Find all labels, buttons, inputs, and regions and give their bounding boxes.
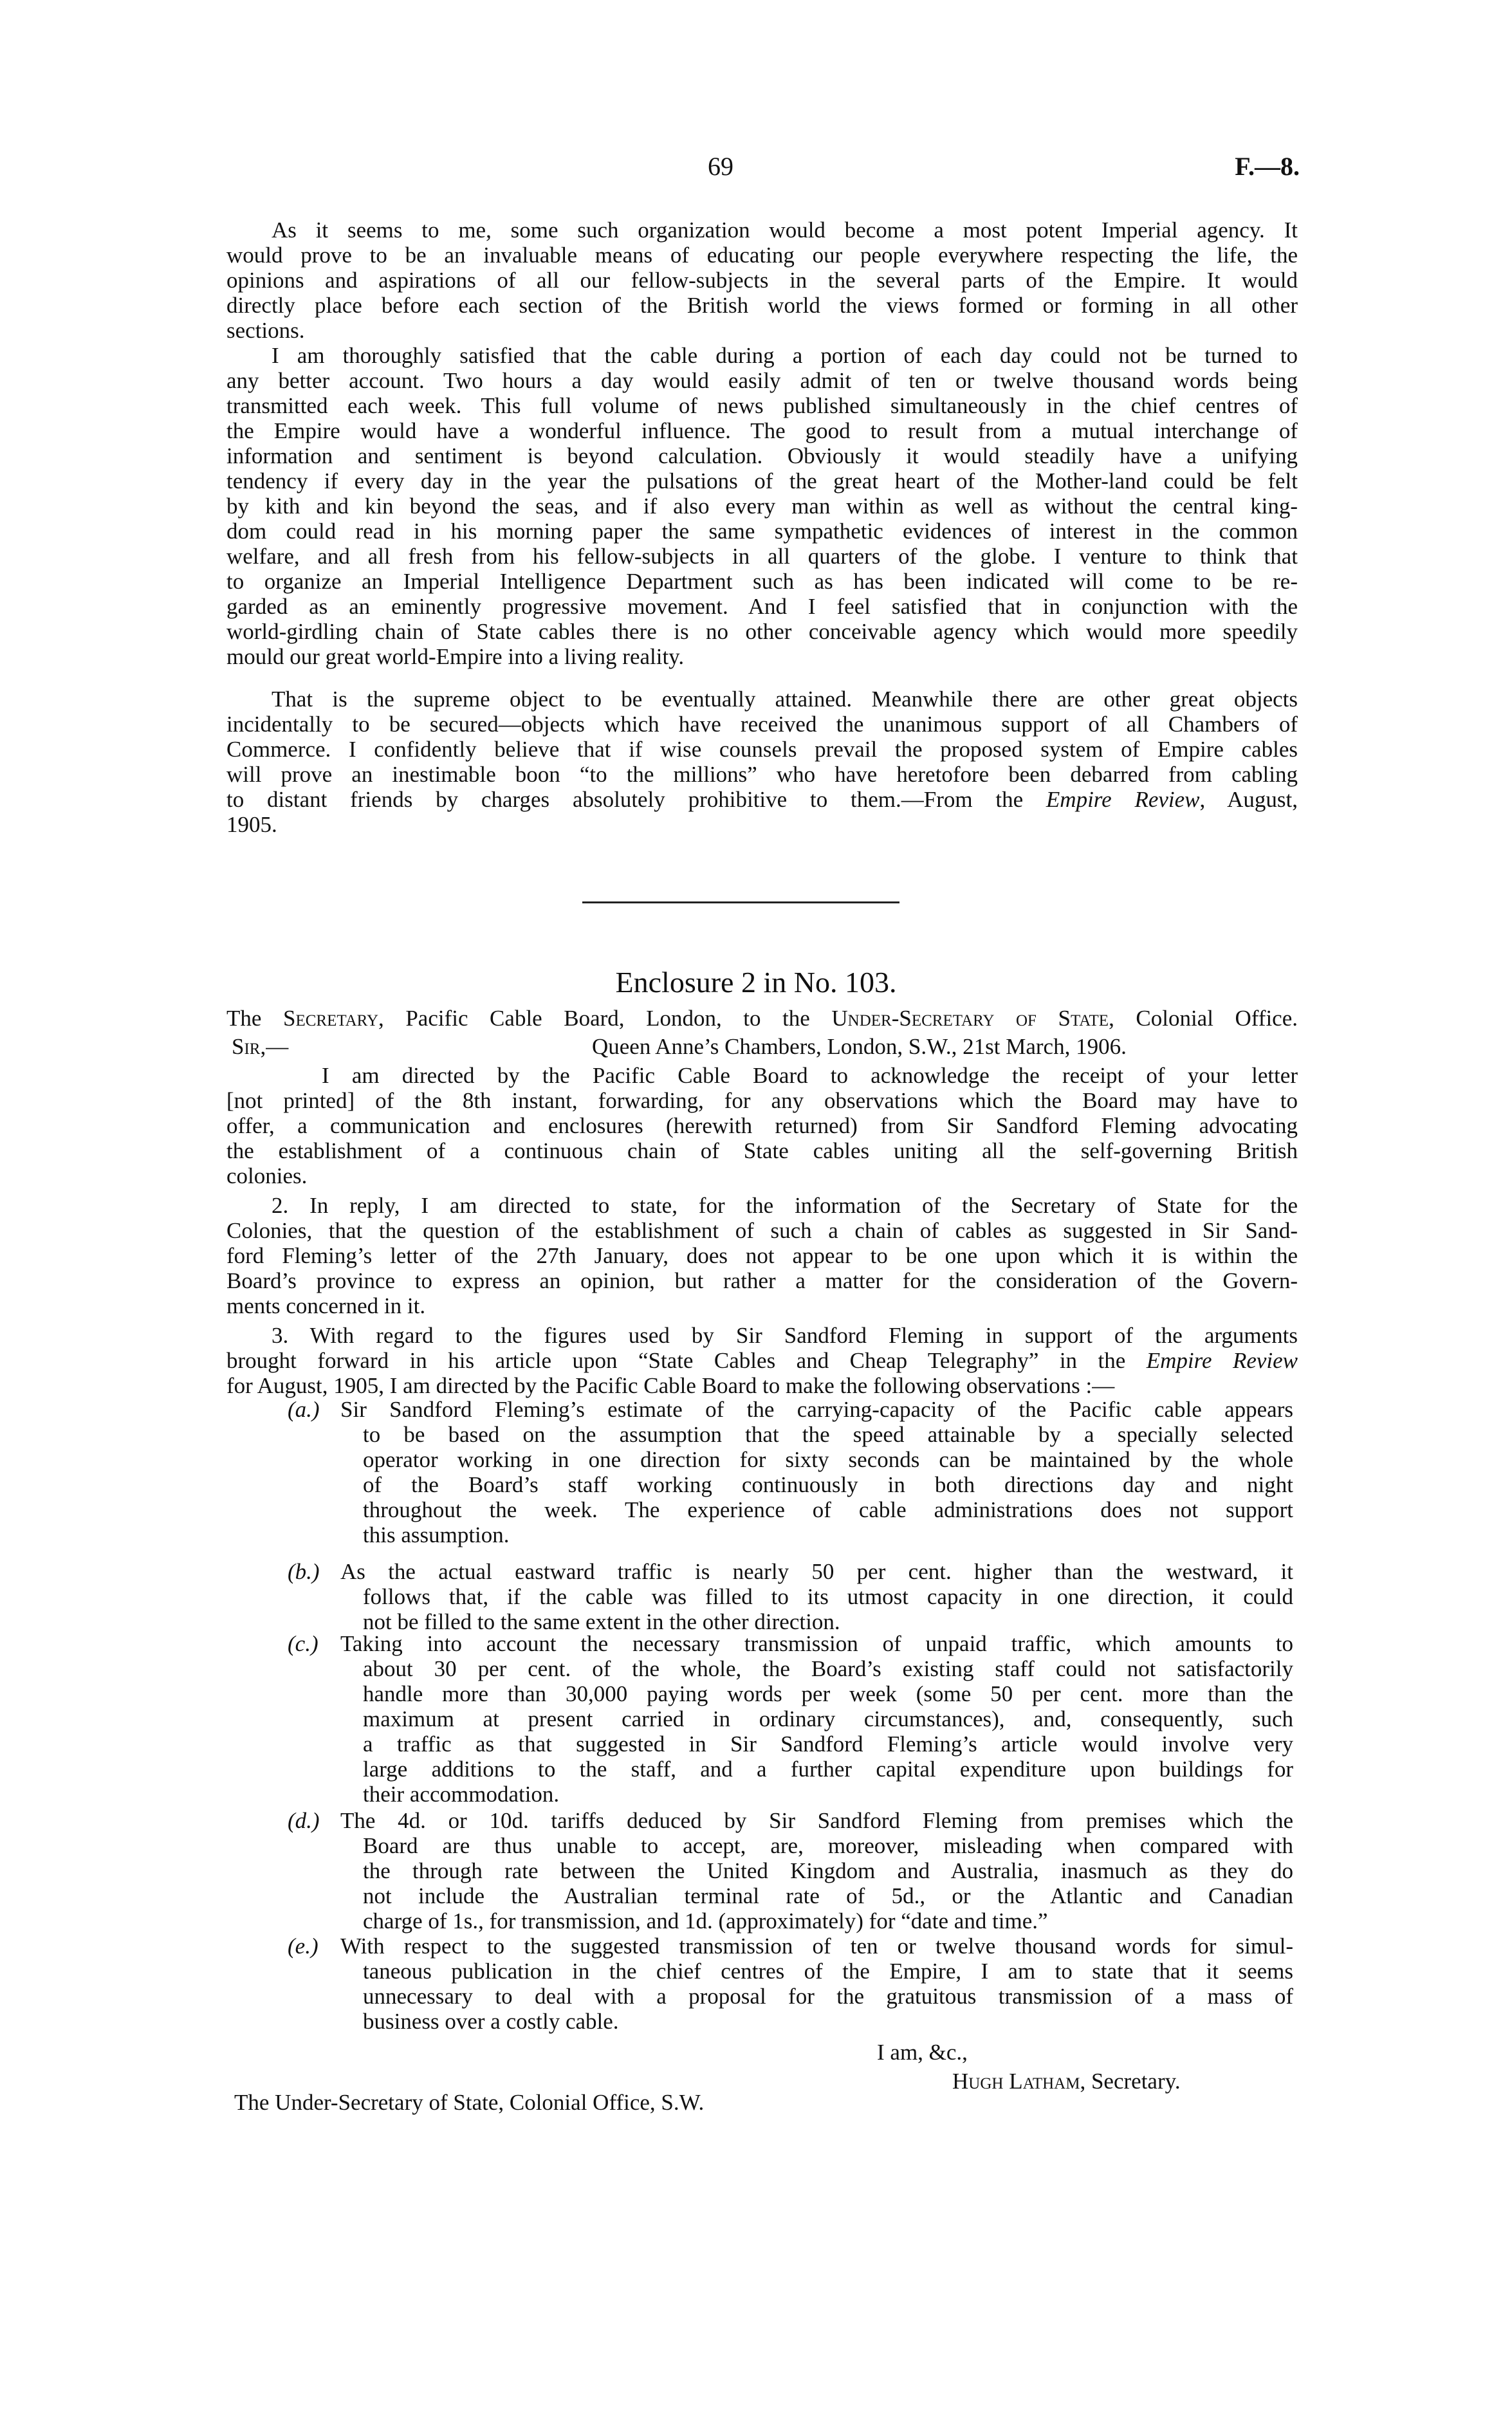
text-line: would prove to be an invaluable means of educating our people everywhere respecting the life, the <box>226 243 1298 268</box>
text-segment: brought forward in his article upon “State Cables and Cheap Telegraphy” in the <box>226 1348 1147 1373</box>
text-line: welfare, and all fresh from his fellow-subjects in all quarters of the globe. I venture to think that <box>226 544 1298 569</box>
text-line: world-girdling chain of State cables there is no other conceivable agency which would more speedily <box>226 619 1298 644</box>
text-line: offer, a communication and enclosures (herewith returned) from Sir Sandford Fleming advocating <box>226 1113 1298 1138</box>
section-divider <box>582 901 899 903</box>
signature-name: Hugh Latham <box>952 2069 1080 2094</box>
item-label: (c.) <box>288 1631 318 1656</box>
text-line: the through rate between the United Kingdom and Australia, inasmuch as they do <box>363 1858 1293 1883</box>
text-line: a traffic as that suggested in Sir Sandford Fleming’s article would involve very <box>363 1731 1293 1757</box>
signature <box>952 2069 1181 2094</box>
item-label: (d.) <box>288 1808 320 1833</box>
text-line: handle more than 30,000 paying words per week (some 50 per cent. more than the <box>363 1681 1293 1706</box>
page-number: 69 <box>708 152 733 181</box>
address-line <box>226 1006 1298 1031</box>
italic-title: Empire Review <box>1046 787 1200 812</box>
text-line <box>226 1348 1298 1373</box>
text-line: I am thoroughly satisfied that the cable during a portion of each day could not be turned to <box>272 343 1298 368</box>
text-line: ford Fleming’s letter of the 27th January, does not appear to be one upon which it is within the <box>226 1243 1298 1268</box>
text-line: not include the Australian terminal rate of 5d., or the Atlantic and Canadian <box>363 1883 1293 1908</box>
text-line: the establishment of a continuous chain of State cables uniting all the self-governing British <box>226 1138 1298 1163</box>
text-line: opinions and aspirations of all our fellow-subjects in the several parts of the Empire. It would <box>226 268 1298 293</box>
observation-item <box>288 1559 1293 1634</box>
text-line: Taking into account the necessary transmission of unpaid traffic, which amounts to <box>340 1631 1293 1656</box>
letter-paragraph-1 <box>226 1063 1298 1188</box>
text-line: of the Board’s staff working continuously in both directions day and night <box>363 1472 1293 1497</box>
text-line: That is the supreme object to be eventually attained. Meanwhile there are other great objects <box>272 687 1298 712</box>
text-line: charge of 1s., for transmission, and 1d. (approximately) for “date and time.” <box>363 1908 1048 1934</box>
text-line: As it seems to me, some such organization would become a most potent Imperial agency. It <box>272 217 1298 243</box>
text-line: Sir Sandford Fleming’s estimate of the carrying-capacity of the Pacific cable appears <box>340 1397 1293 1422</box>
text-segment: , Colonial Office. <box>1109 1006 1298 1031</box>
text-line: for August, 1905, I am directed by the Pacific Cable Board to make the following observations :— <box>226 1373 1115 1398</box>
text-line: Colonies, that the question of the establishment of such a chain of cables as suggested in Sir Sand- <box>226 1218 1298 1243</box>
text-line: 3. With regard to the figures used by Sir Sandford Fleming in support of the arguments <box>272 1323 1298 1348</box>
text-line: transmitted each week. This full volume of news published simultaneously in the chief centres of <box>226 393 1298 418</box>
text-line: any better account. Two hours a day would easily admit of ten or twelve thousand words being <box>226 368 1298 393</box>
observation-item <box>288 1397 1293 1547</box>
signature-title: , Secretary. <box>1080 2069 1181 2094</box>
text-line: With respect to the suggested transmission of ten or twelve thousand words for simul- <box>340 1934 1293 1959</box>
text-line: mould our great world-Empire into a living reality. <box>226 644 685 669</box>
addressee: The Under-Secretary of State, Colonial Office, S.W. <box>234 2090 705 2115</box>
text-line <box>226 1006 1298 1031</box>
text-line: follows that, if the cable was filled to its utmost capacity in one direction, it could <box>363 1584 1293 1609</box>
text-line: 2. In reply, I am directed to state, for the information of the Secretary of State for the <box>272 1193 1298 1218</box>
text-line: business over a costly cable. <box>363 2009 619 2034</box>
text-line: incidentally to be secured—objects which have received the unanimous support of all Chambers of <box>226 712 1298 737</box>
text-line <box>226 787 1298 812</box>
text-line: unnecessary to deal with a proposal for the gratuitous transmission of a mass of <box>363 1984 1293 2009</box>
text-line: garded as an eminently progressive movement. And I feel satisfied that in conjunction with the <box>226 594 1298 619</box>
letter-paragraph-2 <box>226 1193 1298 1318</box>
text-line: the Empire would have a wonderful influence. The good to result from a mutual interchange of <box>226 418 1298 443</box>
text-segment: to distant friends by charges absolutely prohibitive to them.—From the <box>226 787 1046 812</box>
text-line: maximum at present carried in ordinary circumstances), and, consequently, such <box>363 1706 1293 1731</box>
text-line: their accommodation. <box>363 1782 560 1807</box>
document-reference: F.—8. <box>1235 152 1300 181</box>
text-line: I am directed by the Pacific Cable Board to acknowledge the receipt of your letter <box>322 1063 1298 1088</box>
text-line: 1905. <box>226 812 277 837</box>
item-label: (b.) <box>288 1559 320 1584</box>
text-line: this assumption. <box>363 1522 510 1547</box>
text-segment: Secretary <box>282 1006 379 1031</box>
text-line: taneous publication in the chief centres of the Empire, I am to state that it seems <box>363 1959 1293 1984</box>
text-line: tendency if every day in the year the pulsations of the great heart of the Mother-land could be felt <box>226 468 1298 494</box>
text-line: information and sentiment is beyond calculation. Obviously it would steadily have a unifying <box>226 443 1298 468</box>
text-line: operator working in one direction for sixty seconds can be maintained by the whole <box>363 1447 1293 1472</box>
text-line: to be based on the assumption that the speed attainable by a specially selected <box>363 1422 1293 1447</box>
text-line: [not printed] of the 8th instant, forwarding, for any observations which the Board may have to <box>226 1088 1298 1113</box>
text-line: Commerce. I confidently believe that if wise counsels prevail the proposed system of Empire cables <box>226 737 1298 762</box>
text-segment: , Pacific Cable Board, London, to the <box>378 1006 832 1031</box>
letter-paragraph-3 <box>226 1323 1298 1398</box>
text-line: Board’s province to express an opinion, but rather a matter for the consideration of the Govern- <box>226 1268 1298 1293</box>
text-line: As the actual eastward traffic is nearly 50 per cent. higher than the westward, it <box>340 1559 1293 1584</box>
text-line: dom could read in his morning paper the same sympathetic evidences of interest in the common <box>226 519 1298 544</box>
text-line: throughout the week. The experience of cable administrations does not support <box>363 1497 1293 1522</box>
paragraph-imperial-agency <box>226 217 1298 343</box>
text-line: ments concerned in it. <box>226 1293 426 1318</box>
text-segment: Under-Secretary of State <box>831 1006 1109 1031</box>
text-line: to organize an Imperial Intelligence Department such as has been indicated will come to be re- <box>226 569 1298 594</box>
text-line: not be filled to the same extent in the other direction. <box>363 1609 840 1634</box>
text-line: Board are thus unable to accept, are, moreover, misleading when compared with <box>363 1833 1293 1858</box>
observation-item <box>288 1934 1293 2034</box>
paragraph-supreme-object <box>226 687 1298 837</box>
observation-item <box>288 1808 1293 1934</box>
salutation: Sir,— <box>232 1034 289 1059</box>
item-label: (e.) <box>288 1934 318 1959</box>
item-label: (a.) <box>288 1397 320 1422</box>
text-segment: , August, <box>1199 787 1298 812</box>
enclosure-heading: Enclosure 2 in No. 103. <box>615 966 897 999</box>
paragraph-cable-usage <box>226 343 1298 669</box>
closing: I am, &c., <box>877 2040 968 2065</box>
text-line: about 30 per cent. of the whole, the Board’s existing staff could not satisfactorily <box>363 1656 1293 1681</box>
text-line: The 4d. or 10d. tariffs deduced by Sir Sandford Fleming from premises which the <box>340 1808 1293 1833</box>
observation-item <box>288 1631 1293 1807</box>
text-line: large additions to the staff, and a further capital expenditure upon buildings for <box>363 1757 1293 1782</box>
text-line: sections. <box>226 318 305 343</box>
italic-title: Empire Review <box>1146 1348 1298 1373</box>
text-line: by kith and kin beyond the seas, and if also every man within as well as without the central king- <box>226 494 1298 519</box>
text-line: will prove an inestimable boon “to the millions” who have heretofore been debarred from cabling <box>226 762 1298 787</box>
dateline: Queen Anne’s Chambers, London, S.W., 21st March, 1906. <box>592 1034 1127 1059</box>
text-segment: The <box>226 1006 283 1031</box>
text-line: colonies. <box>226 1163 308 1188</box>
text-line: directly place before each section of the British world the views formed or forming in all other <box>226 293 1298 318</box>
